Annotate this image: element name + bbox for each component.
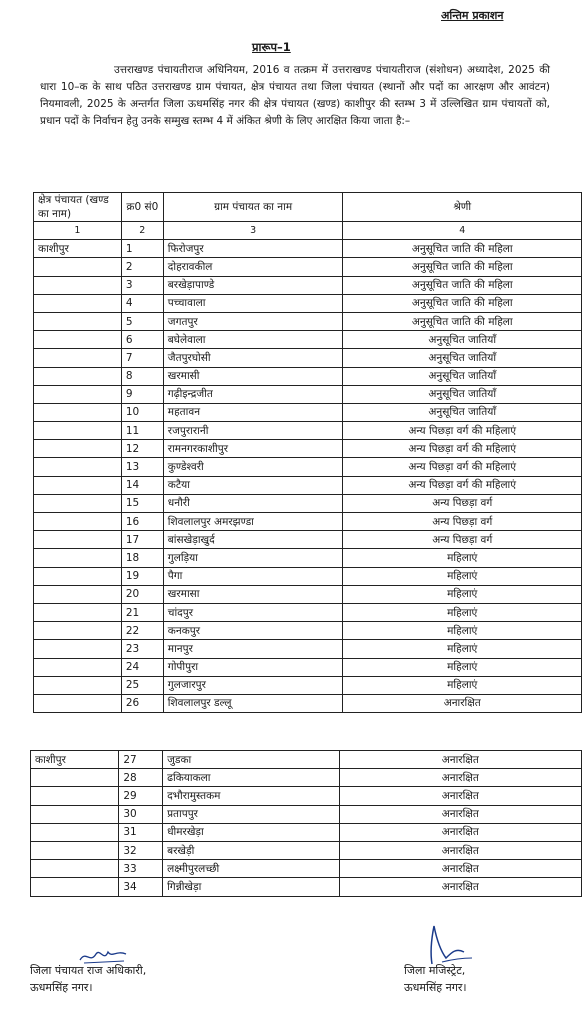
category-cell: महिलाएं [343,549,582,567]
block-name-cell [34,294,122,312]
column-number: 1 [34,222,122,240]
category-cell: अन्य पिछड़ा वर्ग [343,494,582,512]
block-name-cell [34,385,122,403]
serial-number-cell: 6 [121,331,163,349]
table-row [34,422,582,440]
category-cell: अनारक्षित [339,751,581,769]
block-name-cell [34,531,122,549]
serial-number-cell: 25 [121,676,163,694]
table-row [34,513,582,531]
reservation-table-continued [30,750,582,897]
header-village: ग्राम पंचायत का नाम [163,193,343,222]
village-name-cell: गिन्नीखेड़ा [163,878,339,896]
block-name-cell [34,349,122,367]
category-cell: अन्य पिछड़ा वर्ग [343,513,582,531]
serial-number-cell: 33 [119,860,163,878]
block-name-cell [34,676,122,694]
header-block: क्षेत्र पंचायत (खण्ड का नाम) [34,193,122,222]
serial-number-cell: 24 [121,658,163,676]
table-row [34,694,582,712]
category-cell: अनुसूचित जाति की महिला [343,294,582,312]
village-name-cell: बरखेड़ी [163,841,339,859]
block-name-cell [34,312,122,330]
category-cell: अनुसूचित जाति की महिला [343,258,582,276]
village-name-cell: बांसखेड़ाखुर्द [163,531,343,549]
table-row [34,603,582,621]
header-serial: क्र0 सं0 [121,193,163,222]
officer-signature-block [30,962,146,996]
block-name-cell [34,694,122,712]
serial-number-cell: 12 [121,440,163,458]
category-cell: अनुसूचित जातियाँ [343,349,582,367]
table-row [34,585,582,603]
table-row [34,331,582,349]
block-name-cell: काशीपुर [34,240,122,258]
form-title: प्रारूप–1 [252,40,291,54]
block-name-cell [34,585,122,603]
block-name-cell [31,878,119,896]
table-row [34,312,582,330]
category-cell: महिलाएं [343,658,582,676]
serial-number-cell: 23 [121,640,163,658]
officer-title: जिला पंचायत राज अधिकारी, [30,964,147,977]
serial-number-cell: 1 [121,240,163,258]
serial-number-cell: 9 [121,385,163,403]
category-cell: अनारक्षित [339,787,581,805]
block-name-cell [34,258,122,276]
category-cell: अन्य पिछड़ा वर्ग की महिलाएं [343,476,582,494]
category-cell: अनुसूचित जाति की महिला [343,276,582,294]
category-cell: अनारक्षित [339,805,581,823]
table-row [34,494,582,512]
table-row [34,240,582,258]
block-name-cell [34,603,122,621]
magistrate-place: ऊधमसिंह नगर। [404,981,467,994]
table-row [31,823,582,841]
category-cell: महिलाएं [343,603,582,621]
magistrate-title: जिला मजिस्ट्रेट, [404,964,466,977]
serial-number-cell: 31 [119,823,163,841]
category-cell: महिलाएं [343,585,582,603]
village-name-cell: महतावन [163,403,343,421]
serial-number-cell: 14 [121,476,163,494]
village-name-cell: दभौरामुस्तकम [163,787,339,805]
village-name-cell: पच्चावाला [163,294,343,312]
village-name-cell: बघेलेवाला [163,331,343,349]
table-row [31,751,582,769]
block-name-cell [34,440,122,458]
officer-place: ऊधमसिंह नगर। [30,981,93,994]
village-name-cell: गोपीपुरा [163,658,343,676]
category-cell: अनारक्षित [343,694,582,712]
village-name-cell: धनौरी [163,494,343,512]
column-number: 2 [121,222,163,240]
table-row [34,385,582,403]
village-name-cell: जगतपुर [163,312,343,330]
table-row [34,567,582,585]
block-name-cell [31,769,119,787]
column-number-row [34,222,582,240]
block-name-cell [31,805,119,823]
block-name-cell [34,458,122,476]
village-name-cell: चांदपुर [163,603,343,621]
block-name-cell [31,823,119,841]
table-row [31,841,582,859]
magistrate-signature-block [404,962,467,996]
serial-number-cell: 8 [121,367,163,385]
serial-number-cell: 7 [121,349,163,367]
serial-number-cell: 11 [121,422,163,440]
block-name-cell [34,658,122,676]
block-name-cell [34,622,122,640]
village-name-cell: गुलजारपुर [163,676,343,694]
serial-number-cell: 18 [121,549,163,567]
table-row [34,349,582,367]
village-name-cell: शिवलालपुर अमरझण्डा [163,513,343,531]
category-cell: अनुसूचित जाति की महिला [343,240,582,258]
category-cell: अन्य पिछड़ा वर्ग की महिलाएं [343,458,582,476]
category-cell: अनुसूचित जातियाँ [343,331,582,349]
block-name-cell [31,787,119,805]
category-cell: अन्य पिछड़ा वर्ग [343,531,582,549]
category-cell: अनुसूचित जातियाँ [343,403,582,421]
table-row [34,640,582,658]
block-name-cell [34,422,122,440]
village-name-cell: गढ़ीइन्द्रजीत [163,385,343,403]
village-name-cell: खरमासी [163,367,343,385]
block-name-cell [31,860,119,878]
serial-number-cell: 29 [119,787,163,805]
village-name-cell: फिरोजपुर [163,240,343,258]
serial-number-cell: 22 [121,622,163,640]
table-row [34,276,582,294]
category-cell: महिलाएं [343,640,582,658]
table-row [31,769,582,787]
header-category: श्रेणी [343,193,582,222]
serial-number-cell: 15 [121,494,163,512]
category-cell: महिलाएं [343,567,582,585]
table-header-row [34,193,582,222]
village-name-cell: कनकपुर [163,622,343,640]
table-row [34,531,582,549]
village-name-cell: रजपुरारानी [163,422,343,440]
table-row [34,676,582,694]
category-cell: अनुसूचित जातियाँ [343,367,582,385]
block-name-cell [34,640,122,658]
table-row [34,622,582,640]
village-name-cell: धीमरखेड़ा [163,823,339,841]
category-cell: अनारक्षित [339,769,581,787]
serial-number-cell: 30 [119,805,163,823]
serial-number-cell: 5 [121,312,163,330]
serial-number-cell: 19 [121,567,163,585]
village-name-cell: कटैया [163,476,343,494]
category-cell: अनारक्षित [339,860,581,878]
block-name-cell [31,841,119,859]
serial-number-cell: 26 [121,694,163,712]
block-name-cell [34,367,122,385]
block-name-cell [34,494,122,512]
category-cell: अनारक्षित [339,841,581,859]
table-row [34,476,582,494]
category-cell: अनुसूचित जाति की महिला [343,312,582,330]
serial-number-cell: 21 [121,603,163,621]
table-row [34,367,582,385]
final-publication-label: अन्तिम प्रकाशन [441,9,504,22]
block-name-cell [34,567,122,585]
column-number: 4 [343,222,582,240]
category-cell: अन्य पिछड़ा वर्ग की महिलाएं [343,440,582,458]
intro-paragraph: उत्तराखण्ड पंचायतीराज अधिनियम, 2016 व तत्क्रम में उत्तराखण्ड पंचायतीराज (संशोधन) अध्यादेश, 2025 की धारा 10–क के साथ पठित उत्तराखण्ड ग्राम पंचायत, क्षेत्र पंचायत तथा जिला पंचायत (स्थानों और पदों का आरक्षण और आवंटन) नियमावली, 2025 के अन्तर्गत जिला ऊधमसिंह नगर की क्षेत्र पंचायत (खण्ड) काशीपुर की स्तम्भ 3 में उल्लिखित ग्राम पंचायतों को, प्रधान पदों के निर्वाचन हेतु उनके सम्मुख स्तम्भ 4 में अंकित श्रेणी के लिए आरक्षित किया जाता है:– [40,64,550,127]
category-cell: अनुसूचित जातियाँ [343,385,582,403]
block-name-cell [34,331,122,349]
village-name-cell: गुलड़िया [163,549,343,567]
table-row [31,878,582,896]
serial-number-cell: 13 [121,458,163,476]
table-row [34,294,582,312]
serial-number-cell: 32 [119,841,163,859]
village-name-cell: लक्ष्मीपुरलच्छी [163,860,339,878]
table-row [34,658,582,676]
village-name-cell: ढकियाकला [163,769,339,787]
category-cell: अन्य पिछड़ा वर्ग की महिलाएं [343,422,582,440]
village-name-cell: पैगा [163,567,343,585]
village-name-cell: जैतपुरघोसी [163,349,343,367]
category-cell: अनारक्षित [339,878,581,896]
village-name-cell: जुडका [163,751,339,769]
block-name-cell: काशीपुर [31,751,119,769]
village-name-cell: दोहरावकील [163,258,343,276]
serial-number-cell: 27 [119,751,163,769]
serial-number-cell: 10 [121,403,163,421]
table-row [31,860,582,878]
serial-number-cell: 2 [121,258,163,276]
block-name-cell [34,549,122,567]
serial-number-cell: 34 [119,878,163,896]
village-name-cell: खरमासा [163,585,343,603]
block-name-cell [34,476,122,494]
table-row [34,440,582,458]
village-name-cell: रामनगरकाशीपुर [163,440,343,458]
village-name-cell: शिवलालपुर डल्लू [163,694,343,712]
table-row [34,258,582,276]
table-row [34,458,582,476]
block-name-cell [34,403,122,421]
column-number: 3 [163,222,343,240]
serial-number-cell: 17 [121,531,163,549]
block-name-cell [34,276,122,294]
table-row [34,549,582,567]
table-row [31,805,582,823]
reservation-table [33,192,582,713]
serial-number-cell: 4 [121,294,163,312]
category-cell: महिलाएं [343,622,582,640]
village-name-cell: बरखेड़ापाण्डे [163,276,343,294]
table-row [31,787,582,805]
category-cell: अनारक्षित [339,823,581,841]
village-name-cell: मानपुर [163,640,343,658]
category-cell: महिलाएं [343,676,582,694]
table-row [34,403,582,421]
block-name-cell [34,513,122,531]
serial-number-cell: 16 [121,513,163,531]
village-name-cell: प्रतापपुर [163,805,339,823]
serial-number-cell: 3 [121,276,163,294]
serial-number-cell: 20 [121,585,163,603]
serial-number-cell: 28 [119,769,163,787]
village-name-cell: कुण्डेश्वरी [163,458,343,476]
